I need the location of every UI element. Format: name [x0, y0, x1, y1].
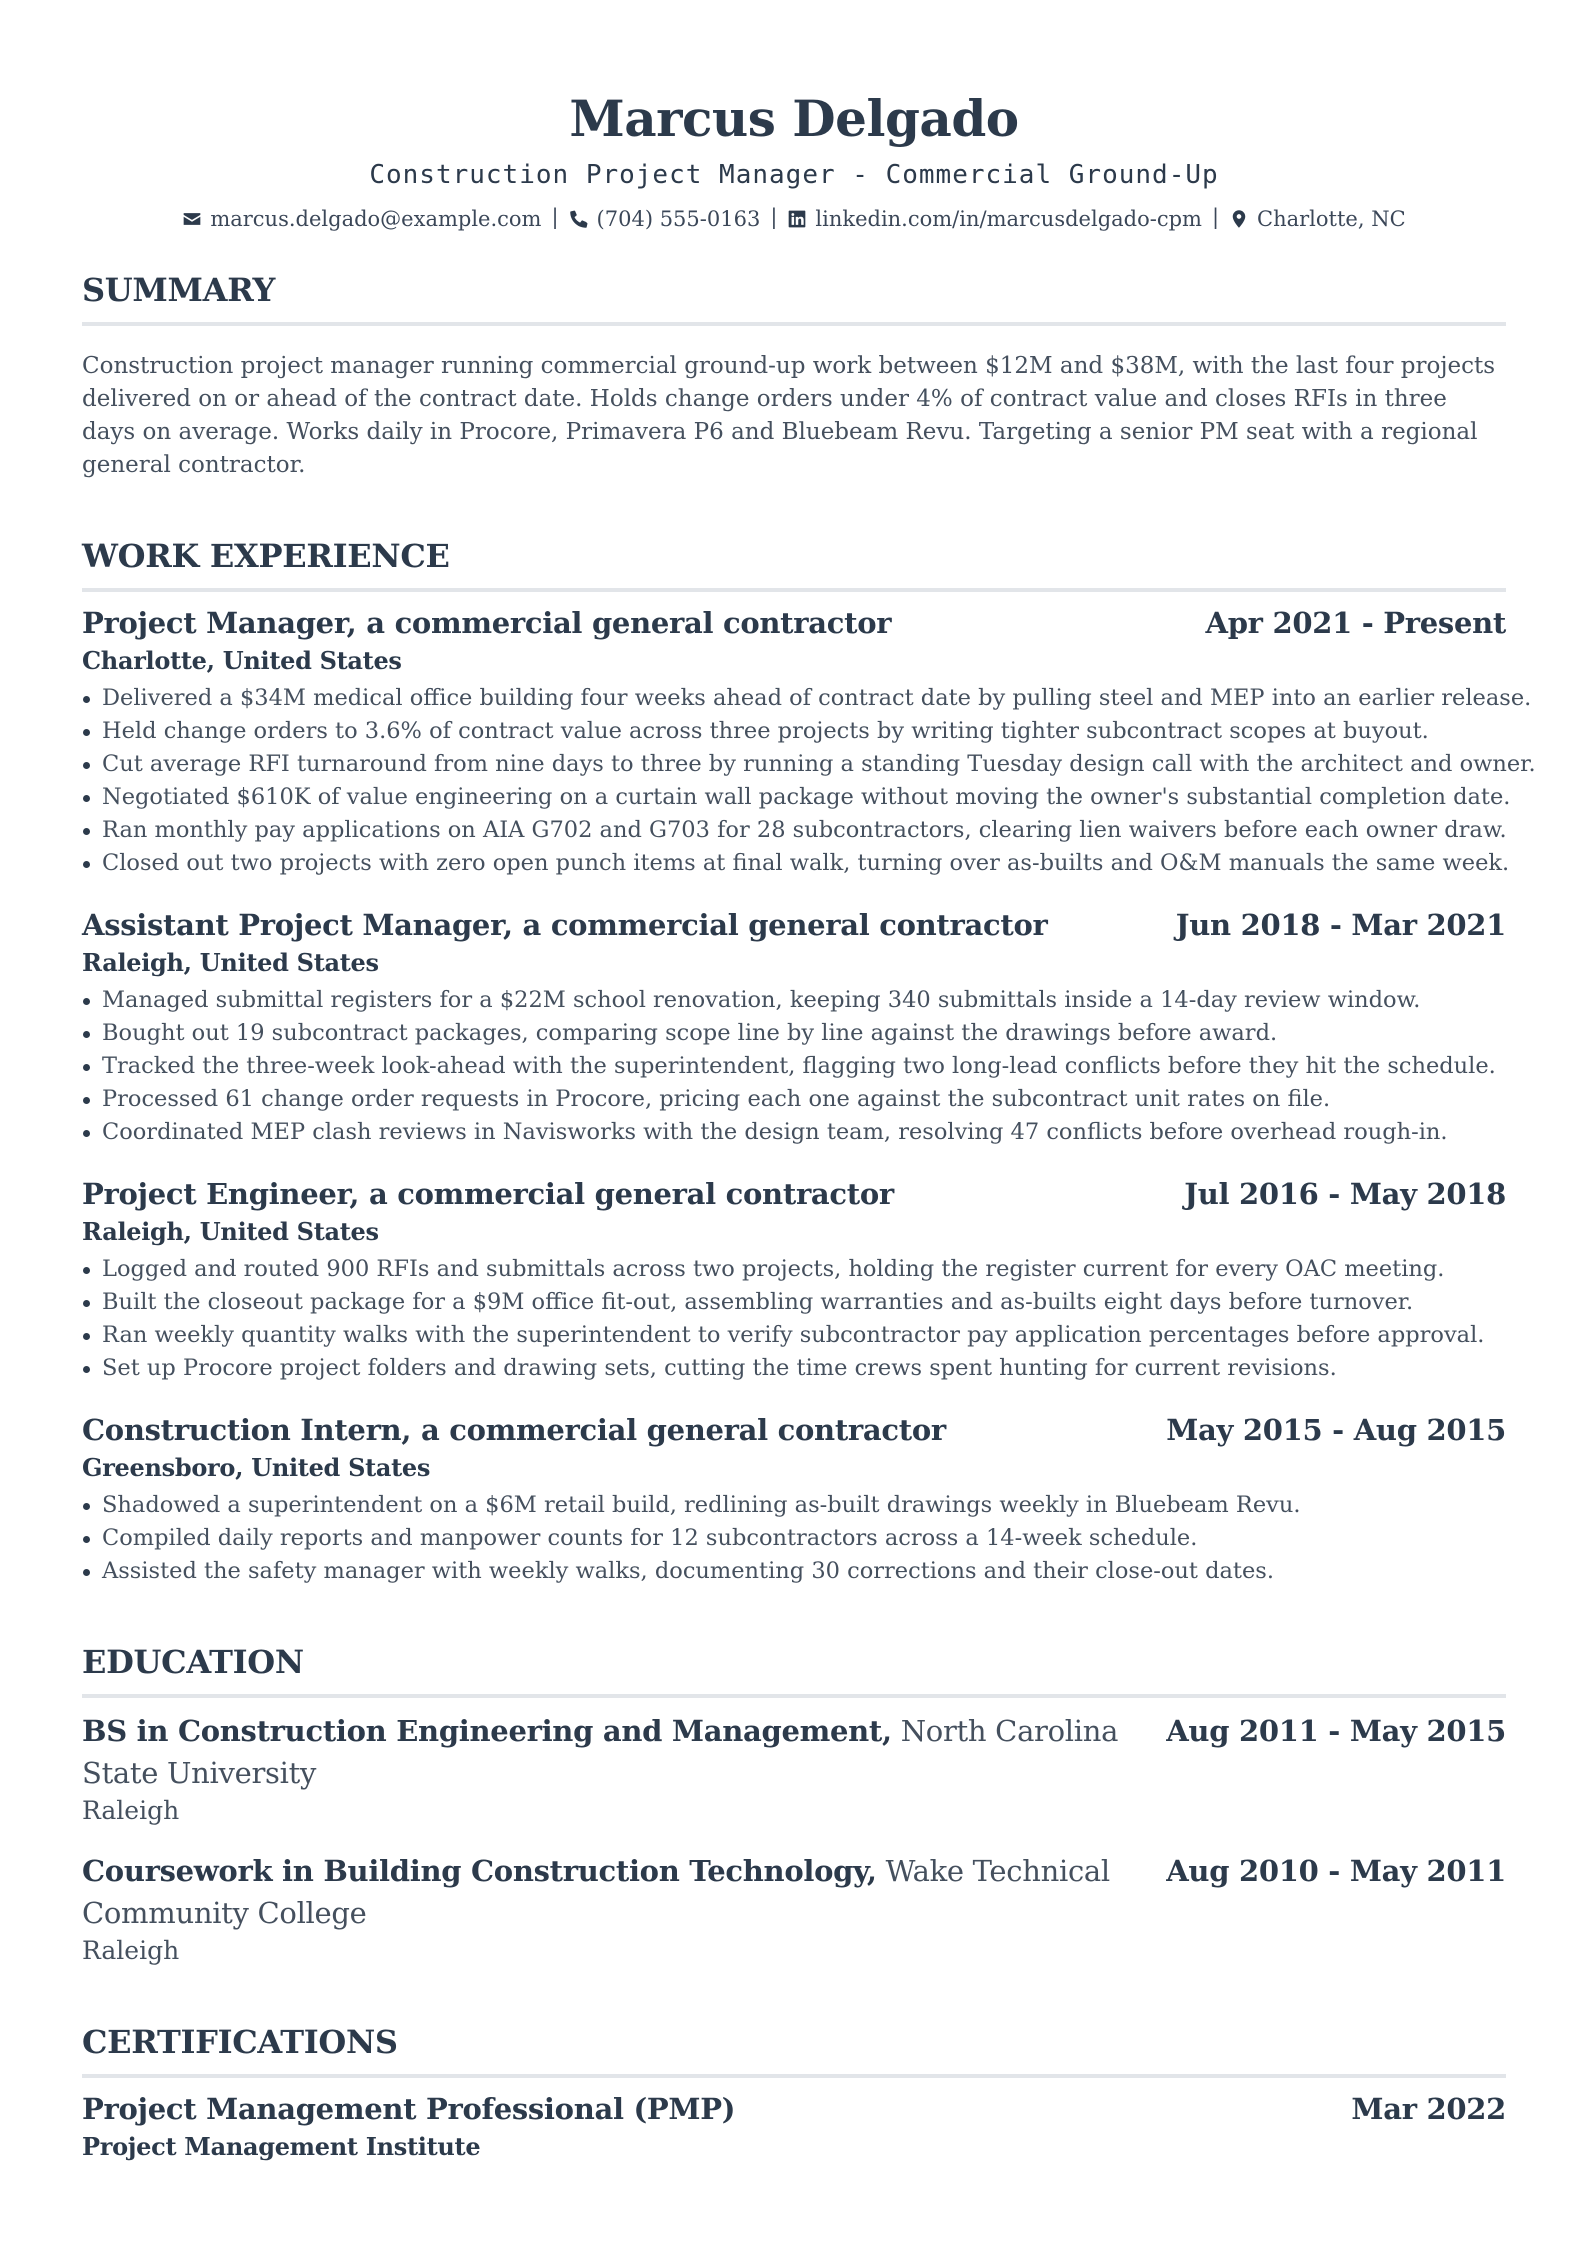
- job-date: Jul 2016 - May 2018: [1184, 1176, 1506, 1211]
- contact-phone-text: (704) 555-0163: [596, 206, 761, 231]
- contact-email-text: marcus.delgado@example.com: [210, 206, 542, 231]
- job-date: Jun 2018 - Mar 2021: [1175, 907, 1506, 942]
- contact-linkedin-text: linkedin.com/in/marcusdelgado-cpm: [815, 206, 1202, 231]
- education-school: Wake Technical Community College: [82, 1853, 1110, 1930]
- job-bullets: [82, 984, 1506, 1149]
- job-entry: [82, 1175, 1506, 1385]
- job-location: Raleigh, United States: [82, 947, 379, 977]
- certification-issuer: Project Management Institute: [82, 2131, 481, 2161]
- job-bullets: [82, 1253, 1506, 1385]
- list-item: Cut average RFI turnaround from nine days to three by running a standing Tuesday design call with the architect and owner.: [82, 748, 1506, 781]
- section-title: SUMMARY: [82, 270, 276, 309]
- job-date: Apr 2021 - Present: [1205, 605, 1506, 640]
- section-divider: [82, 2074, 1506, 2078]
- contact-linkedin[interactable]: [787, 204, 1202, 234]
- job-entry: [82, 906, 1506, 1149]
- job-entry: [82, 604, 1536, 880]
- list-item: Assisted the safety manager with weekly walks, documenting 30 corrections and their close-out dates.: [82, 1555, 1506, 1588]
- list-item: Bought out 19 subcontract packages, comparing scope line by line against the drawings before award.: [82, 1017, 1506, 1050]
- section-title: EDUCATION: [82, 1642, 304, 1681]
- linkedin-icon: [787, 209, 807, 229]
- list-item: Held change orders to 3.6% of contract value across three projects by writing tighter subcontract scopes at buyout.: [82, 715, 1506, 748]
- education-degree: Coursework in Building Construction Technology,: [82, 1853, 877, 1888]
- education-entry: [82, 1850, 1506, 1968]
- education-degree: BS in Construction Engineering and Management,: [82, 1713, 892, 1748]
- list-item: Compiled daily reports and manpower counts for 12 subcontractors across a 14-week schedule.: [82, 1522, 1506, 1555]
- job-location: Charlotte, United States: [82, 645, 402, 675]
- section-divider: [82, 322, 1506, 326]
- education-entry: [82, 1710, 1506, 1828]
- job-title: Project Manager, a commercial general contractor: [82, 605, 892, 640]
- list-item: Managed submittal registers for a $22M school renovation, keeping 340 submittals inside a 14-day review window.: [82, 984, 1506, 1017]
- list-item: Delivered a $34M medical office building four weeks ahead of contract date by pulling steel and MEP into an earlier release.: [82, 682, 1506, 715]
- summary-section: [82, 268, 1506, 482]
- education-section: [82, 1640, 1506, 1968]
- certification-date: Mar 2022: [1351, 2091, 1506, 2126]
- resume-header: [82, 88, 1506, 234]
- contact-location: [1229, 204, 1406, 234]
- map-pin-icon: [1229, 209, 1249, 229]
- list-item: Ran weekly quantity walks with the superintendent to verify subcontractor pay application percentages before approval.: [82, 1319, 1506, 1352]
- certifications-section: [82, 2020, 1506, 2164]
- list-item: Negotiated $610K of value engineering on a curtain wall package without moving the owner's substantial completion date.: [82, 781, 1506, 814]
- list-item: Set up Procore project folders and drawing sets, cutting the time crews spent hunting for current revisions.: [82, 1352, 1506, 1385]
- list-item: Built the closeout package for a $9M office fit-out, assembling warranties and as-builts eight days before turnover.: [82, 1286, 1506, 1319]
- phone-icon: [569, 209, 589, 229]
- job-entry: [82, 1411, 1506, 1588]
- experience-section: [82, 534, 1536, 1588]
- education-date: Aug 2010 - May 2011: [1166, 1853, 1506, 1888]
- job-bullets: [82, 682, 1536, 880]
- contact-separator: |: [1211, 205, 1220, 229]
- job-title: Construction Intern, a commercial general contractor: [82, 1412, 946, 1447]
- envelope-icon: [182, 209, 202, 229]
- list-item: Shadowed a superintendent on a $6M retail build, redlining as-built drawings weekly in Bluebeam Revu.: [82, 1489, 1506, 1522]
- education-location: Raleigh: [82, 1935, 180, 1965]
- list-item: Processed 61 change order requests in Procore, pricing each one against the subcontract unit rates on file.: [82, 1083, 1506, 1116]
- certification-name: Project Management Professional (PMP): [82, 2091, 736, 2126]
- job-date: May 2015 - Aug 2015: [1166, 1412, 1506, 1447]
- job-title: Assistant Project Manager, a commercial general contractor: [82, 907, 1048, 942]
- education-date: Aug 2011 - May 2015: [1166, 1713, 1506, 1748]
- contact-email[interactable]: [182, 204, 541, 234]
- list-item: Logged and routed 900 RFIs and submittals across two projects, holding the register current for every OAC meeting.: [82, 1253, 1506, 1286]
- education-school: North Carolina State University: [82, 1713, 1119, 1790]
- candidate-headline: Construction Project Manager - Commercial Ground-Up: [369, 160, 1219, 190]
- section-title: CERTIFICATIONS: [82, 2022, 398, 2061]
- contact-separator: |: [551, 205, 559, 229]
- contact-location-text: Charlotte, NC: [1257, 206, 1406, 231]
- list-item: Closed out two projects with zero open punch items at final walk, turning over as-builts and O&M manuals the same week.: [82, 847, 1506, 880]
- section-divider: [82, 588, 1506, 592]
- job-location: Raleigh, United States: [82, 1216, 379, 1246]
- certification-entry: [82, 2090, 1506, 2164]
- section-divider: [82, 1694, 1506, 1698]
- summary-text: Construction project manager running commercial ground-up work between $12M and $38M, with the last four projects delivered on or ahead of the contract date. Holds change orders under 4% of contract value and closes RFIs in three days on average. Works daily in Procore, Primavera P6 and Bluebeam Revu. Targeting a senior PM seat with a regional general contractor.: [82, 352, 1496, 478]
- candidate-name: Marcus Delgado: [569, 89, 1019, 148]
- contact-line: [82, 202, 1506, 234]
- list-item: Ran monthly pay applications on AIA G702 and G703 for 28 subcontractors, clearing lien waivers before each owner draw.: [82, 814, 1506, 847]
- contact-phone[interactable]: [569, 204, 761, 234]
- list-item: Coordinated MEP clash reviews in Navisworks with the design team, resolving 47 conflicts before overhead rough-in.: [82, 1116, 1506, 1149]
- list-item: Tracked the three-week look-ahead with the superintendent, flagging two long-lead conflicts before they hit the schedule.: [82, 1050, 1506, 1083]
- job-title: Project Engineer, a commercial general contractor: [82, 1176, 894, 1211]
- contact-separator: |: [770, 205, 778, 229]
- job-location: Greensboro, United States: [82, 1452, 431, 1482]
- job-bullets: [82, 1489, 1506, 1588]
- education-location: Raleigh: [82, 1795, 180, 1825]
- section-title: WORK EXPERIENCE: [82, 536, 450, 575]
